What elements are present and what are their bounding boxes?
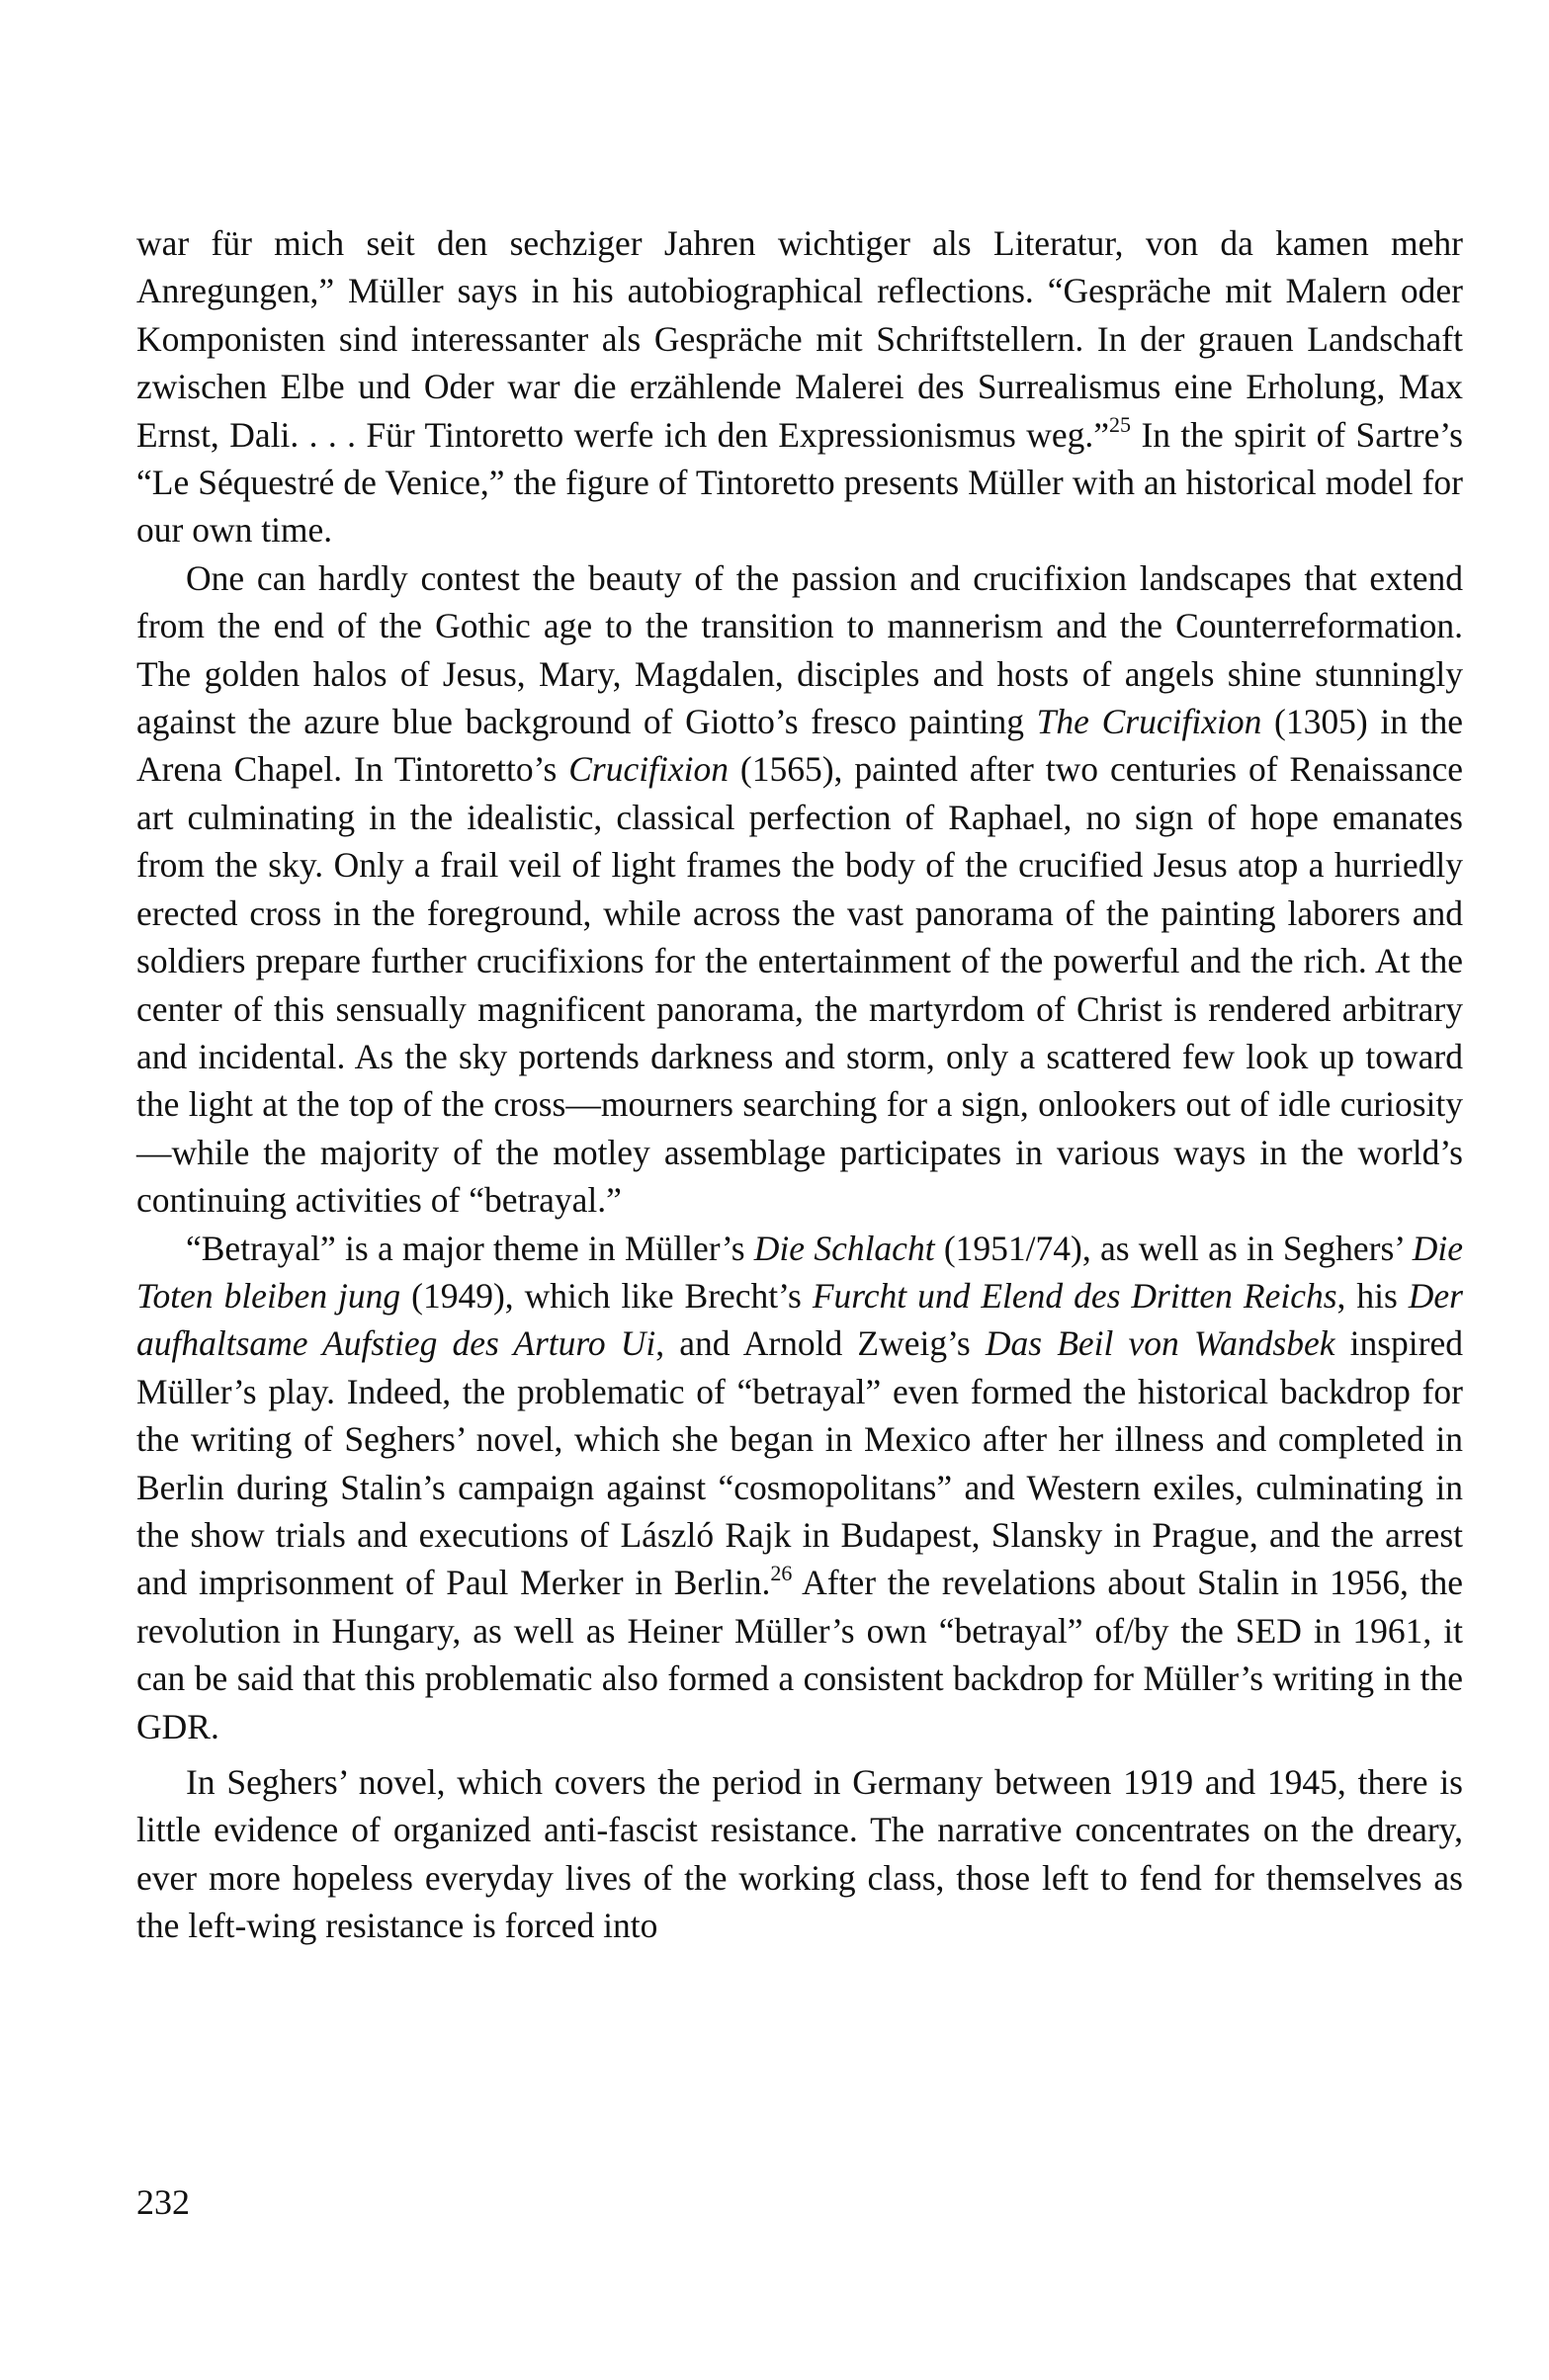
- footnote-ref: 25: [1109, 411, 1132, 437]
- text-run: (1565), painted after two centuries of Renaissance art culminating in the idealistic, classical perfection of Raphael, no sign of hope emanates from the sky. Only a frail veil of light frames the body of the crucified Jesus atop a hurriedly erected cross in the foreground, while across the vast panorama of the painting laborers and soldiers prepare further crucifixions for the entertainment of the powerful and the rich. At the center of this sensually magnificent panorama, the martyrdom of Christ is rendered arbitrary and incidental. As the sky portends darkness and storm, only a scattered few look up toward the light at the top of the cross—mourners searching for a sign, onlookers out of idle curiosity—while the majority of the motley assemblage participates in various ways in the world’s continuing activities of “betrayal.”: [136, 749, 1463, 1221]
- paragraph-p1: [136, 219, 1463, 554]
- work-title: Die Schlacht: [753, 1228, 935, 1268]
- page-body: [136, 219, 1463, 1950]
- text-run: (1305) in the Arena Chapel. In Tintoretto’s: [136, 702, 1464, 790]
- text-run: , his: [1336, 1275, 1409, 1316]
- work-title: Der aufhaltsame Aufstieg des Arturo Ui: [136, 1275, 1463, 1364]
- text-run: inspired Müller’s play. Indeed, the problematic of “betrayal” even formed the historical backdrop for the writing of Seghers’ novel, which she began in Mexico after her illness and completed in Berlin during Stalin’s campaign against “cosmopolitans” and Western exiles, culminating in the show trials and executions of László Rajk in Budapest, Slansky in Prague, and the arrest and imprisonment of Paul Merker in Berlin.: [136, 1323, 1463, 1603]
- text-run: (1951/74), as well as in Seghers’: [934, 1228, 1413, 1268]
- text-run: One can hardly contest the beauty of the passion and crucifixion landscapes that extend from the end of the Gothic age to the transition to mannerism and the Counterreformation. The golden halos of Jesus, Mary, Magdalen, disciples and hosts of angels shine stunningly against the azure blue background of Giotto’s fresco painting: [136, 557, 1463, 742]
- work-title: The Crucifixion: [1036, 702, 1262, 742]
- work-title: Crucifixion: [568, 749, 729, 790]
- footnote-ref: 26: [770, 1560, 793, 1585]
- text-run: “Betrayal” is a major theme in Müller’s: [186, 1228, 754, 1268]
- paragraph-p3: [136, 1225, 1463, 1750]
- text-run: In the spirit of Sartre’s “Le Séquestré de Venice,” the figure of Tintoretto presents Müller with an historical model for our own time.: [136, 414, 1463, 551]
- text-run: , and Arnold Zweig’s: [655, 1323, 986, 1364]
- text-run: war für mich seit den sechziger Jahren wichtiger als Literatur, von da kamen mehr Anregungen,” Müller says in his autobiographical reflections. “Gespräche mit Malern oder Komponisten sind interessanter als Gespräche mit Schriftstellern. In der grauen Landschaft zwischen Elbe und Oder war die erzählende Malerei des Surrealismus eine Erholung, Max Ernst, Dali. . . . Für Tintoretto werfe ich den Expressionismus weg.”: [136, 223, 1463, 455]
- text-run: (1949), which like Brecht’s: [400, 1275, 813, 1316]
- text-run: In Seghers’ novel, which covers the period in Germany between 1919 and 1945, there is little evidence of organized anti-fascist resistance. The narrative concentrates on the dreary, ever more hopeless everyday lives of the working class, those left to fend for themselves as the left-wing resistance is forced into: [136, 1762, 1463, 1946]
- text-run: After the revelations about Stalin in 1956, the revolution in Hungary, as well as Heiner Müller’s own “betrayal” of/by the SED in 1961, it can be said that this problematic also formed a consistent backdrop for Müller’s writing in the GDR.: [136, 1563, 1464, 1746]
- paragraph-p4: [136, 1758, 1463, 1950]
- page-number: 232: [136, 2182, 190, 2222]
- paragraph-p2: [136, 554, 1463, 1225]
- work-title: Das Beil von Wandsbek: [985, 1323, 1335, 1364]
- work-title: Die Toten bleiben jung: [136, 1228, 1463, 1316]
- work-title: Furcht und Elend des Dritten Reichs: [812, 1275, 1337, 1316]
